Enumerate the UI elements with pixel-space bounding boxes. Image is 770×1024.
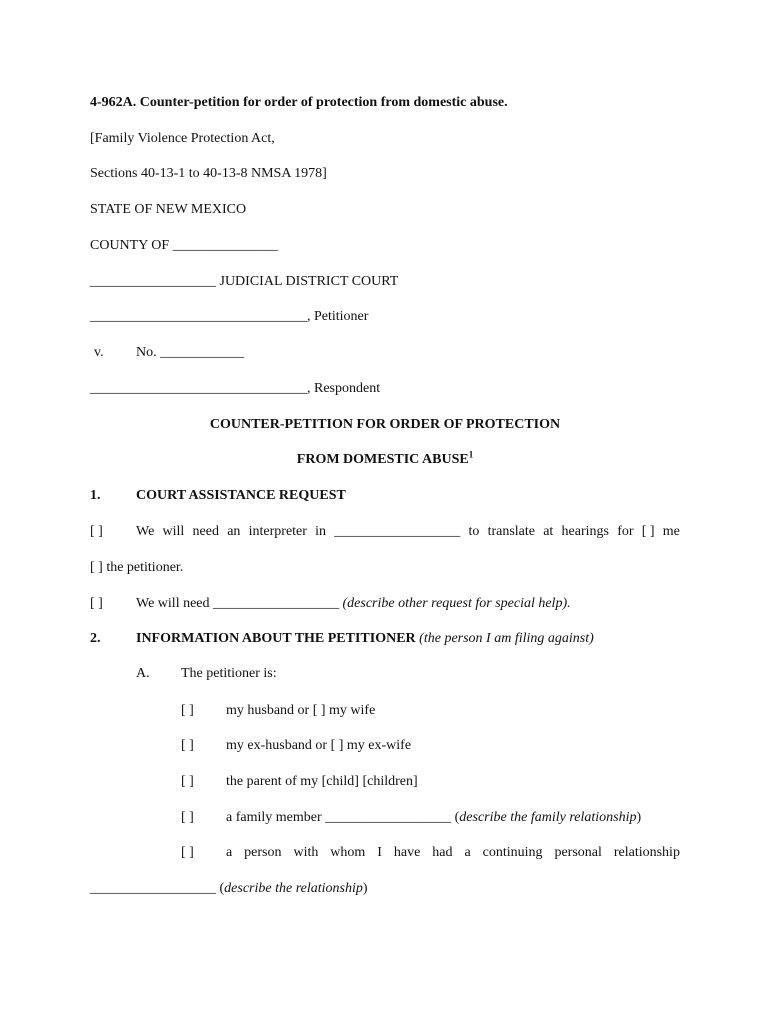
me-checkbox: [ ] — [641, 524, 655, 539]
interpreter-request-line — [136, 523, 680, 541]
word: a — [464, 845, 471, 860]
word: at — [543, 524, 554, 539]
option-checkbox: [ ] — [181, 810, 194, 825]
option-checkbox: [ ] — [181, 703, 194, 718]
subsection-text: The petitioner is: — [181, 666, 277, 681]
relationship-tail: ) — [362, 881, 368, 896]
word: need — [192, 524, 219, 539]
document-title-line1: COUNTER-PETITION FOR ORDER OF PROTECTION — [209, 417, 561, 432]
word: a — [226, 845, 233, 860]
section2-hint: (the person I am filing against) — [419, 631, 594, 646]
option-checkbox: [ ] — [181, 774, 194, 789]
relationship-continuation — [90, 880, 368, 898]
word: in — [315, 524, 327, 539]
word: interpreter — [248, 524, 307, 539]
other-request-text: We will need __________________ — [136, 596, 340, 611]
relationship-hint: describe the relationship — [224, 881, 363, 896]
court-caption: __________________ JUDICIAL DISTRICT COURT — [90, 274, 399, 289]
case-number: No. ____________ — [136, 345, 245, 360]
interpreter-continuation: [ ] the petitioner. — [90, 560, 184, 575]
option-ex-spouse: my ex-husband or [ ] my ex-wife — [226, 738, 412, 753]
word: person — [244, 845, 282, 860]
state-caption: STATE OF NEW MEXICO — [90, 202, 247, 217]
option-family-member — [226, 809, 641, 827]
act-citation-line1: [Family Violence Protection Act, — [90, 131, 275, 146]
family-member-tail: ) — [636, 810, 642, 825]
option-relationship — [226, 844, 680, 862]
language-blank: __________________ — [334, 524, 461, 539]
document-title-line2 — [0, 451, 770, 469]
word: had — [432, 845, 453, 860]
versus-label: v. — [94, 345, 104, 360]
word: with — [293, 845, 319, 860]
word: relationship — [613, 845, 680, 860]
word: for — [617, 524, 634, 539]
form-heading: 4-962A. Counter-petition for order of protection from domestic abuse. — [90, 95, 508, 110]
section2-heading — [136, 630, 594, 648]
section2-number: 2. — [90, 631, 101, 646]
title-footnote-marker: 1 — [468, 449, 474, 460]
section1-title: COURT ASSISTANCE REQUEST — [136, 488, 346, 503]
family-member-text: a family member __________________ ( — [226, 810, 460, 825]
option-checkbox: [ ] — [181, 845, 194, 860]
word: me — [662, 524, 680, 539]
subsection-letter: A. — [136, 666, 150, 681]
family-member-hint: describe the family relationship — [459, 810, 637, 825]
interpreter-checkbox: [ ] — [90, 524, 103, 539]
relationship-blank: __________________ ( — [90, 881, 225, 896]
word: personal — [554, 845, 602, 860]
word: to — [468, 524, 480, 539]
word: have — [393, 845, 421, 860]
word: will — [162, 524, 185, 539]
option-checkbox: [ ] — [181, 738, 194, 753]
petitioner-line: _______________________________, Petitioner — [90, 309, 369, 324]
word: continuing — [482, 845, 543, 860]
word: We — [136, 524, 155, 539]
other-request-line — [136, 595, 571, 613]
word: hearings — [561, 524, 609, 539]
section1-number: 1. — [90, 488, 101, 503]
county-caption: COUNTY OF _______________ — [90, 238, 278, 253]
option-parent: the parent of my [child] [children] — [226, 774, 418, 789]
option-husband-wife: my husband or [ ] my wife — [226, 703, 376, 718]
section2-title: INFORMATION ABOUT THE PETITIONER — [136, 631, 416, 646]
word: I — [377, 845, 382, 860]
word: translate — [487, 524, 535, 539]
other-request-checkbox: [ ] — [90, 596, 103, 611]
title-line2-text: FROM DOMESTIC ABUSE — [296, 452, 469, 467]
respondent-line: _______________________________, Respondent — [90, 381, 381, 396]
other-request-hint: (describe other request for special help). — [342, 596, 571, 611]
word: an — [227, 524, 241, 539]
word: whom — [330, 845, 366, 860]
act-citation-line2: Sections 40-13-1 to 40-13-8 NMSA 1978] — [90, 166, 327, 181]
